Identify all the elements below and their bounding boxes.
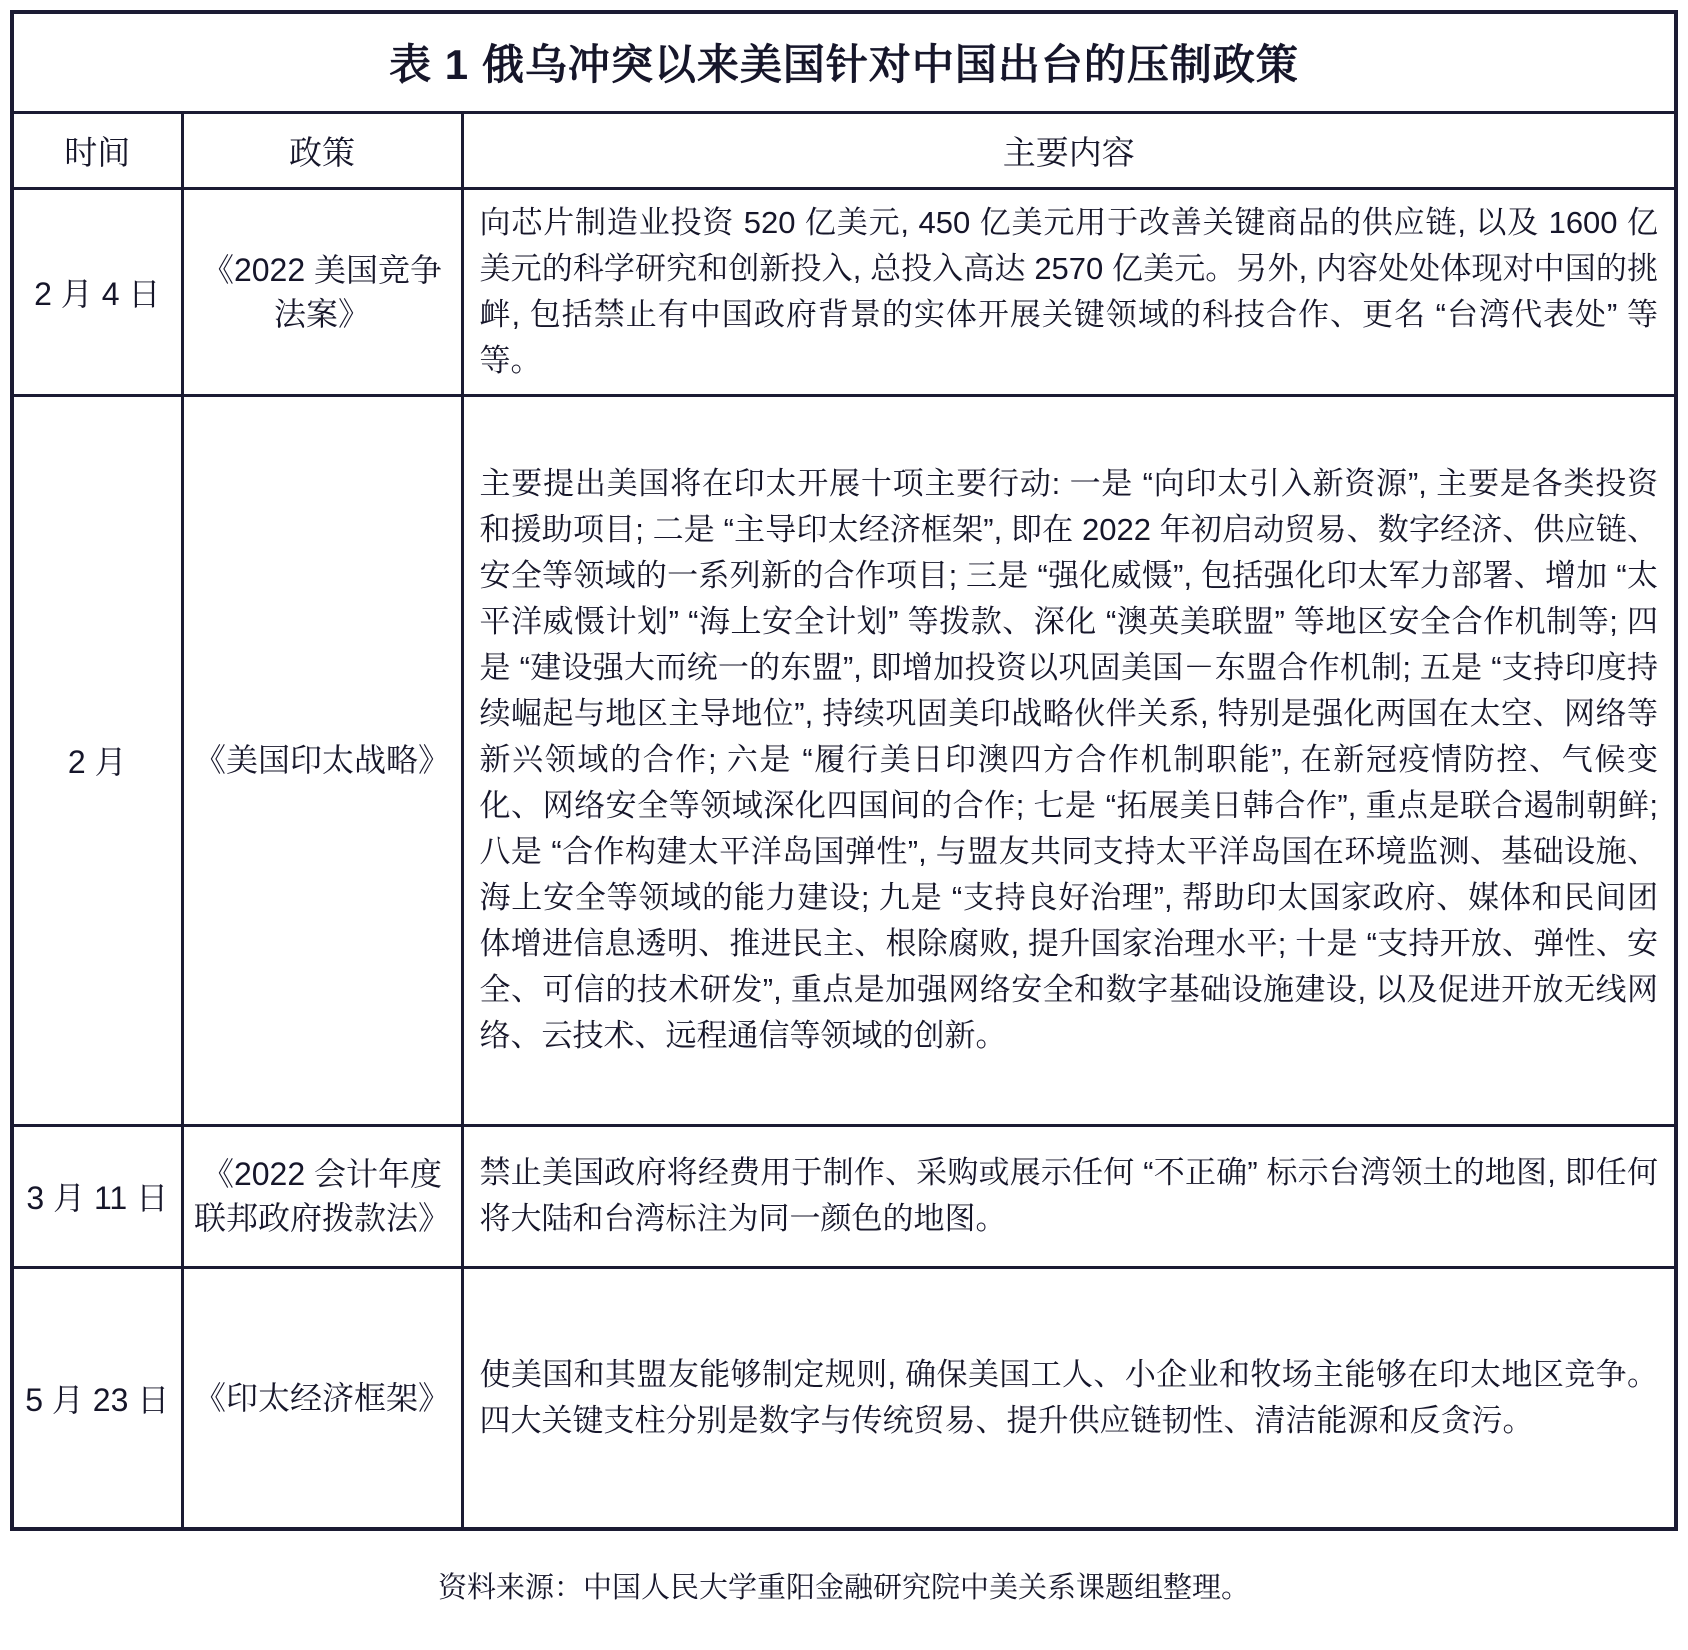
time-cell: 5 月 23 日 — [12, 1267, 182, 1529]
header-row — [12, 112, 1676, 188]
table-row — [12, 395, 1676, 1125]
header-policy: 政策 — [182, 112, 462, 188]
title-row — [12, 12, 1676, 112]
content-cell: 向芯片制造业投资 520 亿美元, 450 亿美元用于改善关键商品的供应链, 以及 1600 亿美元的科学研究和创新投入, 总投入高达 2570 亿美元。另外, 内容处处体现对中国的挑衅, 包括禁止有中国政府背景的实体开展关键领域的科技合作、更名 “台湾代表处” 等等。 — [462, 188, 1676, 395]
policy-cell: 《美国印太战略》 — [182, 395, 462, 1125]
content-cell: 主要提出美国将在印太开展十项主要行动: 一是 “向印太引入新资源”, 主要是各类投资和援助项目; 二是 “主导印太经济框架”, 即在 2022 年初启动贸易、数字经济、供应链、安全等领域的一系列新的合作项目; 三是 “强化威慑”, 包括强化印太军力部署、增加 “太平洋威慑计划” “海上安全计划” 等拨款、深化 “澳英美联盟” 等地区安全合作机制等; 四是 “建设强大而统一的东盟”, 即增加投资以巩固美国－东盟合作机制; 五是 “支持印度持续崛起与地区主导地位”, 持续巩固美印战略伙伴关系, 特别是强化两国在太空、网络等新兴领域的合作; 六是 “履行美日印澳四方合作机制职能”, 在新冠疫情防控、气候变化、网络安全等领域深化四国间的合作; 七是 “拓展美日韩合作”, 重点是联合遏制朝鲜; 八是 “合作构建太平洋岛国弹性”, 与盟友共同支持太平洋岛国在环境监测、基础设施、海上安全等领域的能力建设; 九是 “支持良好治理”, 帮助印太国家政府、媒体和民间团体增进信息透明、推进民主、根除腐败, 提升国家治理水平; 十是 “支持开放、弹性、安全、可信的技术研发”, 重点是加强网络安全和数字基础设施建设, 以及促进开放无线网络、云技术、远程通信等领域的创新。 — [462, 395, 1676, 1125]
policy-table — [10, 10, 1678, 1531]
policy-cell: 《2022 会计年度联邦政府拨款法》 — [182, 1125, 462, 1267]
policy-cell: 《印太经济框架》 — [182, 1267, 462, 1529]
content-cell: 使美国和其盟友能够制定规则, 确保美国工人、小企业和牧场主能够在印太地区竞争。四大关键支柱分别是数字与传统贸易、提升供应链韧性、清洁能源和反贪污。 — [462, 1267, 1676, 1529]
table-row — [12, 188, 1676, 395]
table-row — [12, 1267, 1676, 1529]
header-time: 时间 — [12, 112, 182, 188]
policy-cell: 《2022 美国竞争法案》 — [182, 188, 462, 395]
source-note: 资料来源：中国人民大学重阳金融研究院中美关系课题组整理。 — [437, 1572, 1250, 1604]
header-content: 主要内容 — [462, 112, 1676, 188]
time-cell: 2 月 4 日 — [12, 188, 182, 395]
time-cell: 2 月 — [12, 395, 182, 1125]
time-cell: 3 月 11 日 — [12, 1125, 182, 1267]
content-cell: 禁止美国政府将经费用于制作、采购或展示任何 “不正确” 标示台湾领土的地图, 即任何将大陆和台湾标注为同一颜色的地图。 — [462, 1125, 1676, 1267]
table-row — [12, 1125, 1676, 1267]
table-title: 表 1 俄乌冲突以来美国针对中国出台的压制政策 — [12, 12, 1676, 112]
